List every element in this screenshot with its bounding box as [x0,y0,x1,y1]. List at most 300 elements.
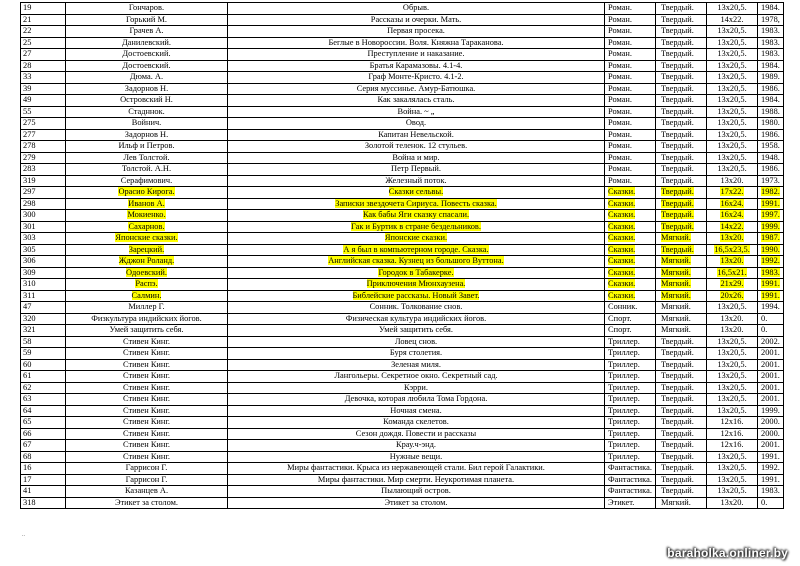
cell-format [707,486,758,498]
cell-number [21,325,66,337]
cell-number [21,382,66,394]
cell-cover [656,451,707,463]
table-row [21,60,784,72]
cell-format-text: 13х20,5. [717,336,747,346]
cell-year [758,233,784,245]
cell-genre-text: Роман. [608,72,633,81]
cell-author [66,417,228,429]
cell-format-text: 14х22. [720,221,744,231]
cell-author-text: Островский Н. [120,95,173,104]
cell-cover-text: Твердый. [661,141,694,150]
cell-genre-text: Триллер. [608,417,640,426]
cell-author-text: Горький М. [126,14,167,24]
cell-genre-text: Сказки. [608,244,636,254]
cell-title [228,394,605,406]
cell-title [228,198,605,210]
cell-genre [605,221,656,233]
cell-year [758,474,784,486]
cell-number-text: 55 [23,106,32,116]
cell-year-text: 1980. [761,118,780,127]
table-row [21,474,784,486]
cell-format [707,95,758,107]
cell-format [707,382,758,394]
cell-number-text: 65 [23,417,32,426]
cell-year-text: 1991. [761,290,780,300]
cell-format [707,49,758,61]
cell-cover-text: Мягкий. [661,256,691,265]
cell-format [707,221,758,233]
cell-year-text: 1984. [761,60,780,70]
cell-format [707,60,758,72]
cell-year-text: 1987. [761,233,780,242]
cell-format-text: 13х20,5. [717,49,747,58]
table-row [21,3,784,15]
cell-genre-text: Триллер. [608,394,640,403]
cell-author-text: Достоевский. [122,49,171,58]
cell-number [21,451,66,463]
cell-author [66,129,228,141]
cell-title [228,175,605,187]
cell-cover-text: Твердый. [661,221,694,231]
cell-year-text: 1991. [761,198,780,208]
book-table [20,2,784,509]
cell-genre-text: Роман. [608,3,633,12]
cell-author-text: Одоевский. [126,267,167,277]
cell-title [228,359,605,371]
cell-genre [605,233,656,245]
cell-genre-text: Роман. [608,60,633,70]
cell-genre-text: Роман. [608,83,633,93]
cell-genre [605,210,656,222]
cell-year [758,60,784,72]
cell-title [228,244,605,256]
cell-year [758,198,784,210]
cell-format [707,256,758,268]
cell-title-text: Физическая культура индийских йогов. [345,313,487,323]
cell-year-text: 1983. [761,486,780,495]
cell-author-text: Задорнов Н. [124,83,169,93]
cell-genre [605,198,656,210]
cell-title-text: Сонник. Толкование снов. [369,302,463,311]
cell-author [66,221,228,233]
cell-number [21,129,66,141]
cell-author [66,405,228,417]
table-row [21,279,784,291]
cell-cover-text: Твердый. [661,187,694,196]
cell-title [228,26,605,38]
cell-format-text: 13х20,5. [717,118,747,127]
cell-title-text: А я был в компьютерном городе. Сказка. [343,244,489,254]
cell-author-text: Казанцев А. [124,486,169,495]
cell-number [21,267,66,279]
cell-year-text: 1986. [761,129,780,139]
cell-title [228,371,605,383]
cell-author-text: Лев Толстой. [123,152,170,162]
cell-number [21,221,66,233]
table-row [21,198,784,210]
cell-title [228,463,605,475]
cell-author-text: Стивен Кинг. [123,428,170,438]
cell-author-text: Стивен Кинг. [123,348,170,357]
cell-title [228,325,605,337]
cell-cover-text: Мягкий. [661,279,691,288]
cell-title [228,95,605,107]
cell-format-text: 13х20,5. [717,394,747,403]
cell-number-text: 321 [23,325,36,334]
table-row [21,290,784,302]
cell-number-text: 33 [23,72,32,81]
cell-genre-text: Сказки. [608,256,636,265]
cell-author-text: Стивен Кинг. [123,405,170,415]
cell-author [66,474,228,486]
cell-genre [605,405,656,417]
table-row [21,210,784,222]
cell-year [758,26,784,38]
cell-year-text: 1983. [761,26,780,35]
cell-author-text: Иванов А. [128,198,165,208]
cell-number [21,244,66,256]
cell-cover-text: Твердый. [661,72,694,81]
cell-format [707,106,758,118]
cell-cover [656,394,707,406]
cell-title [228,106,605,118]
table-row [21,417,784,429]
cell-author [66,14,228,26]
cell-number [21,394,66,406]
cell-number-text: 310 [23,279,36,288]
cell-author [66,175,228,187]
cell-number [21,49,66,61]
cell-author [66,279,228,291]
cell-title-text: Как закалялась сталь. [377,95,455,104]
cell-number-text: 47 [23,302,32,311]
cell-year [758,428,784,440]
cell-genre [605,152,656,164]
cell-year-text: 1986. [761,164,780,173]
table-row [21,302,784,314]
cell-genre [605,14,656,26]
cell-format-text: 13х20,5. [717,371,747,380]
cell-genre [605,279,656,291]
cell-author-text: Сахарнов. [128,221,165,231]
cell-number [21,60,66,72]
cell-format-text: 13х20,5. [717,60,747,70]
cell-cover-text: Твердый. [661,83,694,93]
cell-cover [656,417,707,429]
cell-title-text: Обрыв. [402,3,430,12]
cell-genre [605,463,656,475]
cell-title [228,164,605,176]
cell-format [707,14,758,26]
cell-title [228,302,605,314]
cell-format [707,164,758,176]
cell-cover [656,486,707,498]
cell-format-text: 13х20,5. [717,405,747,415]
cell-year-text: 2001. [761,371,780,380]
cell-year-text: 1983. [761,267,780,277]
cell-format-text: 12х16. [720,417,744,426]
cell-number-text: 300 [23,210,36,219]
cell-author [66,382,228,394]
cell-number-text: 60 [23,359,32,369]
cell-title [228,279,605,291]
cell-format-text: 13х20,5. [717,451,747,461]
cell-genre-text: Триллер. [608,382,640,392]
cell-genre-text: Роман. [608,118,633,127]
cell-format-text: 13х20,5. [717,463,747,472]
cell-title-text: Приключения Мюнхаузена. [366,279,466,288]
cell-format [707,302,758,314]
cell-format [707,244,758,256]
cell-author [66,72,228,84]
cell-title-text: Зеленая миля. [391,359,441,369]
cell-format-text: 13х20,5. [717,141,747,150]
footnote-mark: .. [22,532,25,538]
cell-number [21,279,66,291]
cell-year-text: 2000. [761,417,780,426]
cell-author-text: Распэ. [135,279,158,288]
cell-number [21,152,66,164]
cell-cover [656,313,707,325]
cell-genre [605,359,656,371]
cell-genre-text: Сонник. [608,302,638,311]
cell-year-text: 1992. [761,256,780,265]
cell-title-text: Ловец снов. [394,336,438,346]
cell-author-text: Ильф и Петров. [118,141,175,150]
cell-author-text: Стивен Кинг. [123,394,170,403]
cell-author [66,440,228,452]
table-row [21,164,784,176]
cell-format-text: 13х20. [720,256,744,265]
cell-number [21,14,66,26]
cell-genre [605,83,656,95]
cell-format [707,428,758,440]
cell-format-text: 13х20,5. [717,486,747,495]
cell-genre-text: Роман. [608,49,633,58]
cell-cover-text: Твердый. [661,336,694,346]
cell-title [228,417,605,429]
cell-title-text: Девочка, которая любила Тома Гордона. [344,394,488,403]
cell-title-text: Ночная смена. [390,405,442,415]
table-row [21,233,784,245]
cell-format-text: 13х20,5. [717,37,747,47]
cell-number-text: 62 [23,382,32,392]
cell-year-text: 1958. [761,141,780,150]
cell-year [758,129,784,141]
cell-title-text: Пылающий остров. [381,486,451,495]
cell-cover-text: Мягкий. [661,290,691,300]
cell-year [758,417,784,429]
cell-author [66,371,228,383]
cell-cover [656,175,707,187]
cell-number-text: 279 [23,152,36,162]
cell-year [758,210,784,222]
cell-number [21,233,66,245]
table-row [21,95,784,107]
cell-format-text: 13х20,5. [717,26,747,35]
table-row [21,451,784,463]
cell-author-text: Стивен Кинг. [123,336,170,346]
cell-format-text: 13х20,5. [717,348,747,357]
cell-cover [656,210,707,222]
cell-cover-text: Твердый. [661,118,694,127]
cell-genre [605,290,656,302]
cell-genre-text: Сказки. [608,267,636,277]
cell-genre-text: Триллер. [608,336,640,346]
cell-number-text: 16 [23,463,32,472]
cell-cover [656,359,707,371]
cell-cover-text: Твердый. [661,348,694,357]
cell-year [758,106,784,118]
cell-number [21,118,66,130]
cell-format [707,129,758,141]
cell-genre-text: Триллер. [608,405,640,415]
cell-format [707,440,758,452]
cell-number [21,290,66,302]
cell-author [66,37,228,49]
cell-title [228,405,605,417]
cell-author [66,187,228,199]
cell-genre [605,302,656,314]
cell-author-text: Умей защитить себя. [109,325,184,334]
cell-genre-text: Роман. [608,164,633,173]
cell-cover [656,152,707,164]
cell-number-text: 319 [23,175,36,185]
cell-author-text: Серафимович. [120,175,173,185]
cell-genre-text: Роман. [608,95,633,104]
cell-genre-text: Сказки. [608,290,636,300]
cell-cover-text: Твердый. [661,14,694,24]
cell-number [21,164,66,176]
cell-author [66,152,228,164]
cell-number [21,463,66,475]
cell-format-text: 13х20,5. [717,359,747,369]
cell-year [758,164,784,176]
cell-cover [656,336,707,348]
cell-author [66,302,228,314]
cell-format-text: 13х20,5. [717,129,747,139]
cell-format [707,141,758,153]
cell-genre [605,49,656,61]
cell-year [758,72,784,84]
cell-cover [656,463,707,475]
cell-format-text: 14х22. [720,14,744,24]
cell-title-text: Овод. [405,118,427,127]
cell-number [21,348,66,360]
cell-number [21,302,66,314]
cell-cover [656,290,707,302]
cell-author-text: Зарецкий. [128,244,165,254]
cell-year-text: 0. [761,313,768,323]
cell-number-text: 41 [23,486,32,495]
cell-cover-text: Твердый. [661,382,694,392]
cell-title [228,221,605,233]
cell-cover [656,325,707,337]
cell-number-text: 283 [23,164,36,173]
cell-year [758,3,784,15]
cell-title [228,382,605,394]
cell-format [707,83,758,95]
cell-genre [605,244,656,256]
cell-genre [605,95,656,107]
cell-genre-text: Роман. [608,14,633,24]
cell-author [66,313,228,325]
cell-cover-text: Твердый. [661,3,694,12]
cell-number [21,187,66,199]
cell-cover-text: Твердый. [661,49,694,58]
table-row [21,394,784,406]
cell-cover-text: Твердый. [661,129,694,139]
cell-year [758,336,784,348]
cell-author [66,106,228,118]
cell-author [66,60,228,72]
cell-title-text: Граф Монте-Кристо. 4.1-2. [368,72,464,81]
cell-author [66,463,228,475]
cell-cover-text: Мягкий. [661,313,691,323]
cell-number [21,371,66,383]
cell-genre [605,474,656,486]
cell-format-text: 21х29. [720,279,744,288]
cell-format [707,279,758,291]
cell-author-text: Задорнов Н. [124,129,169,139]
cell-year [758,405,784,417]
cell-format [707,37,758,49]
cell-format-text: 13х20,5. [717,382,747,392]
cell-year [758,451,784,463]
cell-title-text: Миры фантастики. Мир смерти. Неукротимая планета. [317,474,515,484]
cell-title-text: Петр Первый. [391,164,441,173]
cell-number-text: 277 [23,129,36,139]
cell-title [228,474,605,486]
cell-number-text: 49 [23,95,32,104]
cell-number-text: 64 [23,405,32,415]
cell-title [228,152,605,164]
cell-number [21,256,66,268]
cell-year-text: 1991. [761,279,780,288]
cell-author-text: Стивен Кинг. [123,451,170,461]
cell-number-text: 305 [23,244,36,254]
cell-genre-text: Роман. [608,152,633,162]
cell-author-text: Стивен Кинг. [123,371,170,380]
table-row [21,428,784,440]
table-row [21,106,784,118]
cell-title [228,187,605,199]
cell-cover-text: Твердый. [661,164,694,173]
cell-cover [656,244,707,256]
cell-year [758,256,784,268]
cell-genre [605,440,656,452]
cell-number [21,405,66,417]
cell-author-text: Гаррисон Г. [125,463,168,472]
cell-title [228,118,605,130]
cell-format [707,3,758,15]
cell-format [707,359,758,371]
cell-genre-text: Сказки. [608,221,636,231]
cell-year-text: 1990. [761,244,780,254]
cell-year-text: 1988. [761,106,780,116]
cell-genre-text: Фантастика. [608,474,652,484]
cell-cover-text: Твердый. [661,463,694,472]
cell-title-text: Первая просека. [387,26,445,35]
cell-format [707,187,758,199]
cell-author [66,394,228,406]
cell-cover [656,187,707,199]
cell-year [758,244,784,256]
cell-number [21,497,66,509]
cell-author-text: Стивен Кинг. [123,359,170,369]
cell-format [707,26,758,38]
cell-cover-text: Твердый. [661,474,694,484]
